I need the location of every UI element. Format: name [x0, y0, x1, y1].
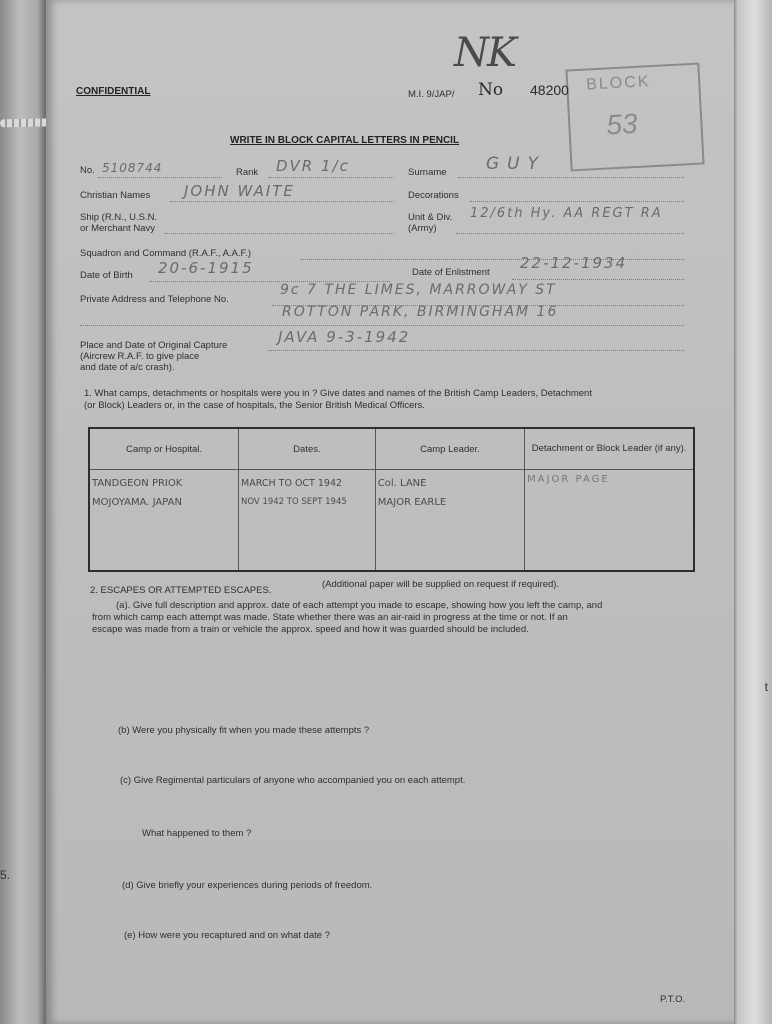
- q2-c-followup: What happened to them ?: [142, 828, 252, 839]
- value-enlistment: 22-12-1934: [520, 254, 628, 272]
- form-number: 48200: [530, 82, 569, 98]
- label-christian-names: Christian Names: [80, 190, 151, 201]
- q1-text-line2: (or Block) Leaders or, in the case of hospitals, the Senior British Medical Officers.: [84, 400, 425, 411]
- label-service-no: No.: [80, 165, 95, 176]
- q2-a-line2: from which camp each attempt was made. State whether there was an air-raid in progress at the time or not. If an: [92, 612, 568, 623]
- q2-e: (e) How were you recaptured and on what date ?: [124, 930, 330, 941]
- label-ship-2: or Merchant Navy: [80, 223, 155, 234]
- label-capture-2: (Aircrew R.A.F. to give place: [80, 351, 200, 362]
- row1-block: MAJOR PAGE: [527, 474, 610, 485]
- q1-text-line1: 1. What camps, detachments or hospitals were you in ? Give dates and names of the British Camp Leaders, Detachment: [84, 388, 592, 399]
- row1-leader: Col. LANE: [377, 478, 427, 489]
- label-surname: Surname: [408, 167, 447, 178]
- row2-dates: NOV 1942 TO SEPT 1945: [241, 497, 347, 507]
- form-sheet: [46, 0, 734, 1024]
- label-enlistment: Date of Enlistment: [412, 267, 490, 278]
- block-stamp: [565, 63, 704, 172]
- q2-d: (d) Give briefly your experiences during periods of freedom.: [122, 880, 373, 891]
- label-squadron: Squadron and Command (R.A.F., A.A.F.): [80, 248, 252, 259]
- q2-a-line3: escape was made from a train or vehicle the approx. speed and how it was guarded should be included.: [92, 624, 529, 635]
- initials-mark: NK: [454, 30, 515, 76]
- form-reference: M.I. 9/JAP/: [408, 89, 455, 100]
- value-unit: 12/6th Hy. AA REGT RA: [470, 206, 663, 221]
- value-service-no: 5108744: [102, 161, 163, 175]
- edge-mark-left: 5.: [0, 868, 11, 882]
- value-dob: 20-6-1915: [158, 259, 254, 277]
- q2-c: (c) Give Regimental particulars of anyone who accompanied you on each attempt.: [120, 775, 466, 786]
- value-christian-names: JOHN WAITE: [184, 182, 295, 200]
- value-rank: DVR 1/c: [276, 157, 350, 175]
- value-address-2: ROTTON PARK, BIRMINGHAM 16: [282, 304, 559, 320]
- value-surname: GUY: [486, 154, 547, 174]
- dates-cell: [239, 470, 376, 572]
- value-address-1: 9c 7 THE LIMES, MARROWAY ST: [280, 282, 557, 298]
- block-cell: [525, 470, 694, 572]
- header-camp-leader: Camp Leader.: [375, 428, 524, 470]
- header-camp: Camp or Hospital.: [89, 428, 239, 470]
- label-capture-3: and date of a/c crash).: [80, 362, 175, 373]
- edge-mark-right: t: [764, 680, 768, 694]
- header-block-leader: Detachment or Block Leader (if any).: [525, 428, 694, 470]
- header-dates: Dates.: [239, 428, 376, 470]
- stamp-label: BLOCK: [585, 73, 651, 94]
- row1-dates: MARCH TO OCT 1942: [241, 478, 343, 489]
- pto-note: P.T.O.: [660, 994, 686, 1005]
- instruction-heading: WRITE IN BLOCK CAPITAL LETTERS IN PENCIL: [230, 135, 460, 146]
- binder-right-pages: [730, 0, 772, 1024]
- q2-a-line1: (a). Give full description and approx. date of each attempt you made to escape, showing how you left the camp, and: [116, 600, 603, 611]
- q2-title: 2. ESCAPES OR ATTEMPTED ESCAPES.: [90, 585, 272, 596]
- stamp-number: 53: [605, 107, 639, 141]
- label-address: Private Address and Telephone No.: [80, 294, 229, 305]
- row2-leader: MAJOR EARLE: [377, 497, 447, 508]
- number-label: No: [478, 80, 504, 100]
- row2-camp: MOJOYAMA. JAPAN: [92, 497, 182, 508]
- camps-table-header-row: [89, 428, 694, 470]
- label-rank: Rank: [236, 167, 259, 178]
- label-capture-1: Place and Date of Original Capture: [80, 340, 228, 351]
- value-capture: JAVA 9-3-1942: [278, 328, 411, 346]
- label-ship-1: Ship (R.N., U.S.N.: [80, 212, 158, 223]
- label-unit-1: Unit & Div.: [408, 212, 453, 223]
- row1-camp: TANDGEON PRIOK: [92, 478, 183, 489]
- label-decorations: Decorations: [408, 190, 459, 201]
- label-unit-2: (Army): [408, 223, 437, 234]
- leader-cell: [375, 470, 524, 572]
- q2-b: (b) Were you physically fit when you made these attempts ?: [118, 725, 370, 736]
- confidential-heading: CONFIDENTIAL: [76, 86, 151, 97]
- camp-cell: [89, 470, 239, 572]
- q2-note: (Additional paper will be supplied on request if required).: [322, 579, 560, 590]
- camps-table: [88, 427, 695, 572]
- label-dob: Date of Birth: [80, 270, 133, 281]
- camps-table-body: [89, 470, 694, 572]
